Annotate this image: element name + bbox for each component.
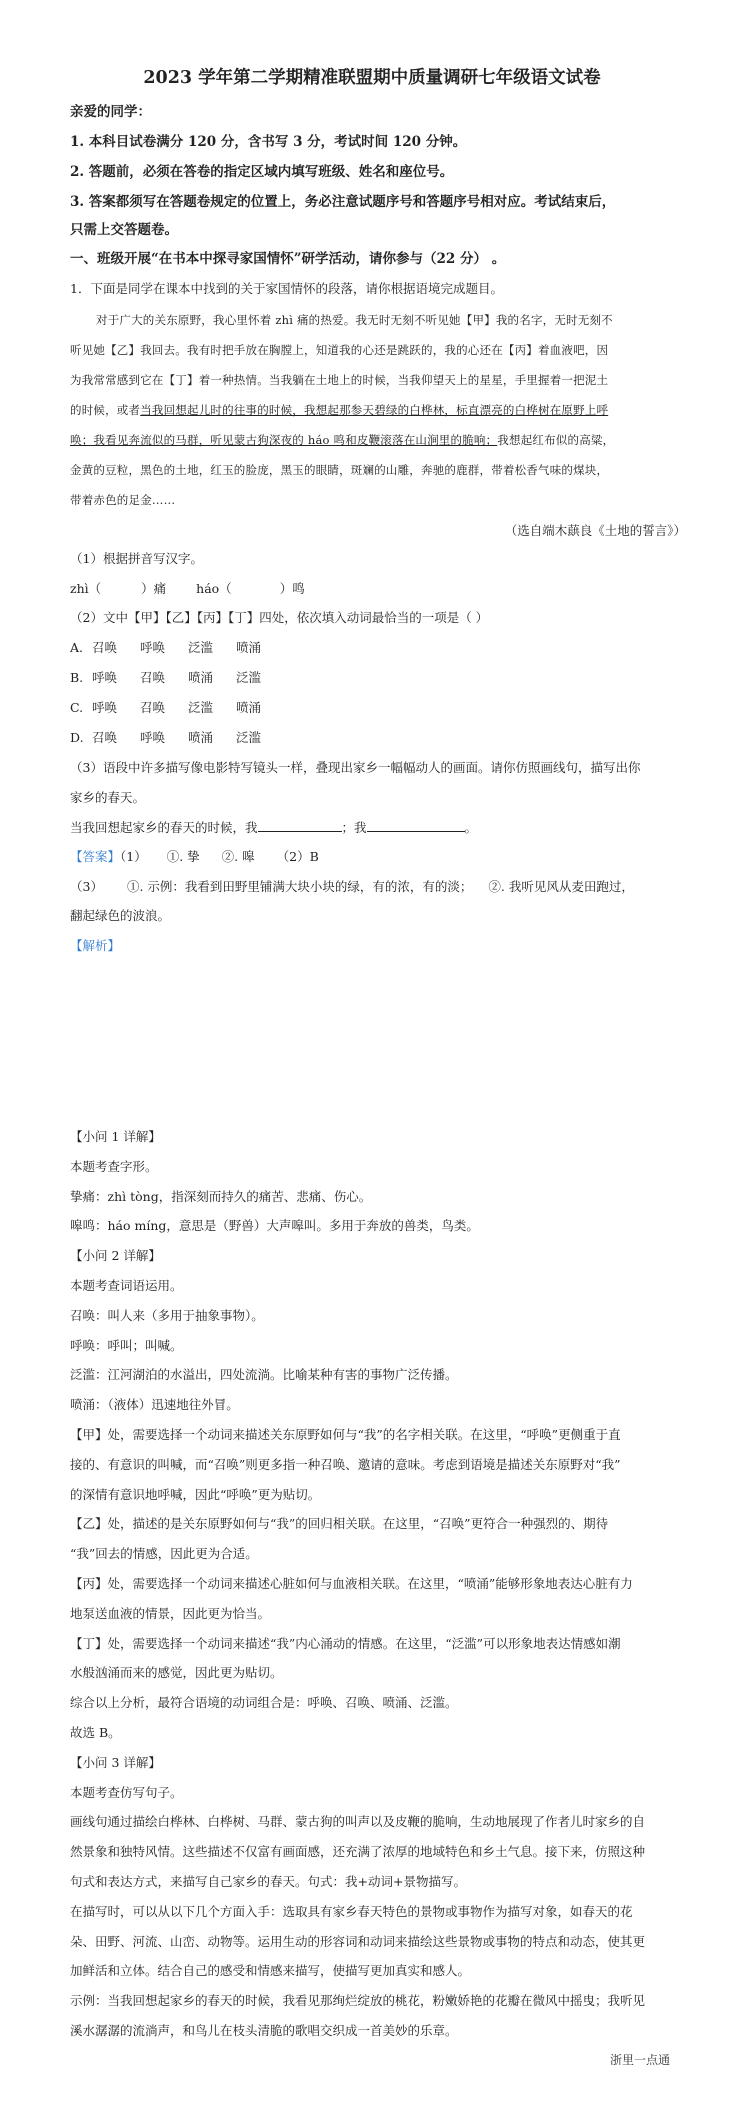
q1-2-prompt: （2）文中【甲】【乙】【丙】【丁】四处，依次填入动词最恰当的一项是（ ） bbox=[70, 610, 489, 625]
passage-line: 听见她【乙】我回去。我有时把手放在胸膛上，知道我的心还是跳跃的，我的心还在【丙】着血液吧，因 bbox=[70, 343, 609, 357]
passage-source: （选自端木蕻良《土地的誓言》） bbox=[504, 523, 686, 538]
analysis-line: 【丁】处，需要选择一个动词来描述“我”内心涌动的情感。在这里，“泛滥”可以形象地表达情感如潮 bbox=[70, 1636, 621, 1651]
analysis-line: 【丙】处，需要选择一个动词来描述心脏如何与血液相关联。在这里，“喷涌”能够形象地表达心脏有力 bbox=[70, 1576, 633, 1591]
analysis-line: 水般汹涌而来的感觉，因此更为贴切。 bbox=[70, 1665, 283, 1680]
analysis-line: 【甲】处，需要选择一个动词来描述关东原野如何与“我”的名字相关联。在这里，“呼唤”更侧重于直 bbox=[70, 1427, 621, 1442]
passage-line bbox=[70, 431, 686, 449]
answer-blank-1[interactable] bbox=[258, 818, 342, 832]
passage-text: 的时候，或者 bbox=[70, 403, 141, 417]
analysis-line: 【乙】处，描述的是关东原野如何与“我”的回归相关联。在这里，“召唤”更符合一种强烈的、期待 bbox=[70, 1516, 609, 1531]
analysis-line: 画线句通过描绘白桦林、白桦树、马群、蒙古狗的叫声以及皮鞭的脆响，生动地展现了作者儿时家乡的自 bbox=[70, 1814, 646, 1829]
option-a: A. 召唤 呼唤 泛滥 喷涌 bbox=[70, 640, 262, 655]
pinyin-item-2: háo（ bbox=[196, 581, 232, 596]
analysis-line: 呼唤：呼叫；叫喊。 bbox=[70, 1338, 183, 1353]
analysis-line: 嗥鸣：háo míng，意思是（野兽）大声嗥叫。多用于奔放的兽类，鸟类。 bbox=[70, 1218, 479, 1233]
analysis-line: “我”回去的情感，因此更为合适。 bbox=[70, 1546, 258, 1561]
answer-line-3: 翻起绿色的波浪。 bbox=[70, 908, 171, 923]
option-d: D. 召唤 呼唤 喷涌 泛滥 bbox=[70, 730, 262, 745]
analysis-line: 综合以上分析，最符合语境的动词组合是：呼唤、召唤、喷涌、泛滥。 bbox=[70, 1695, 458, 1710]
q1-3-prompt-cont: 家乡的春天。 bbox=[70, 790, 146, 805]
analysis-line: 在描写时，可以从以下几个方面入手：选取具有家乡春天特色的景物或事物作为描写对象，如春天的花 bbox=[70, 1904, 633, 1919]
page-title: 2023 学年第二学期精准联盟期中质量调研七年级语文试卷 bbox=[143, 68, 601, 88]
passage-line: 对于广大的关东原野，我心里怀着 zhì 痛的热爱。我无时无刻不听见她【甲】我的名字，无时无刻不 bbox=[96, 313, 613, 327]
q1-1-items bbox=[70, 580, 686, 598]
analysis-line: 溪水潺潺的流淌声，和鸟儿在枝头清脆的歌唱交织成一首美妙的乐章。 bbox=[70, 2023, 458, 2038]
footer-brand: 浙里一点通 bbox=[609, 2053, 670, 2067]
analysis-line: 接的、有意识的叫喊，而“召唤”则更多指一种召唤、邀请的意味。考虑到语境是描述关东原野对“我” bbox=[70, 1457, 621, 1472]
analysis-line: 泛滥：江河湖泊的水溢出，四处流淌。比喻某种有害的事物广泛传播。 bbox=[70, 1367, 458, 1382]
section-1-heading: 一、班级开展“在书本中探寻家国情怀”研学活动，请你参与（22 分） 。 bbox=[70, 251, 506, 267]
analysis-line: 的深情有意识地呼喊，因此“呼唤”更为贴切。 bbox=[70, 1487, 321, 1502]
analysis-line: 【小问 2 详解】 bbox=[70, 1248, 161, 1263]
note-3-cont: 只需上交答题卷。 bbox=[70, 222, 178, 238]
analysis-line: 本题考查字形。 bbox=[70, 1159, 158, 1174]
analysis-line: 加鲜活和立体。结合自己的感受和情感来描写，使描写更加真实和感人。 bbox=[70, 1963, 471, 1978]
passage-text: 我想起红布似的高粱， bbox=[497, 433, 615, 447]
analysis-line: 【小问 1 详解】 bbox=[70, 1129, 161, 1144]
underlined-sentence: 当我回想起儿时的往事的时候，我想起那参天碧绿的白桦林，标直漂亮的白桦树在原野上呼 bbox=[140, 403, 609, 417]
analysis-line: 句式和表达方式，来描写自己家乡的春天。句式：我+动词+景物描写。 bbox=[70, 1874, 466, 1889]
note-1: 1. 本科目试卷满分 120 分，含书写 3 分，考试时间 120 分钟。 bbox=[70, 134, 467, 150]
analysis-line: 召唤：叫人来（多用于抽象事物）。 bbox=[70, 1308, 264, 1323]
answer-label: 【答案】 bbox=[70, 849, 121, 864]
passage-line: 带着赤色的足金…… bbox=[70, 493, 176, 507]
pinyin-item-1: zhì（ bbox=[70, 581, 102, 596]
answer-line-1: 【答案】（1） ①. 挚 ②. 嗥 （2）B bbox=[70, 849, 319, 864]
q1-3-fill-line: 当我回想起家乡的春天的时候，我 ；我 。 bbox=[70, 820, 478, 835]
q1-3-prompt: （3）语段中许多描写像电影特写镜头一样，叠现出家乡一幅幅动人的画面。请你仿照画线句，描写出你 bbox=[70, 760, 641, 775]
answer-blank-2[interactable] bbox=[367, 818, 465, 832]
analysis-line: 【小问 3 详解】 bbox=[70, 1755, 161, 1770]
passage-line: 金黄的豆粒，黑色的土地，红玉的脸庞，黑玉的眼睛，斑斓的山雕，奔驰的鹿群，带着松香气味的煤块， bbox=[70, 463, 609, 477]
analysis-line: 朵、田野、河流、山峦、动物等。运用生动的形容词和动词来描绘这些景物或事物的特点和动态，使其更 bbox=[70, 1934, 646, 1949]
analysis-line: 本题考查仿写句子。 bbox=[70, 1785, 183, 1800]
analysis-line: 然景象和独特风情。这些描述不仅富有画面感，还充满了浓厚的地域特色和乡土气息。接下来，仿照这种 bbox=[70, 1844, 646, 1859]
analysis-line: 挚痛：zhì tòng，指深刻而持久的痛苦、悲痛、伤心。 bbox=[70, 1189, 372, 1204]
q1-1-prompt: （1）根据拼音写汉字。 bbox=[70, 551, 203, 566]
answer-line-2: （3） ①. 示例：我看到田野里铺满大块小块的绿，有的浓，有的淡； ②. 我听见风从麦田跑过， bbox=[70, 879, 634, 894]
note-2: 2. 答题前，必须在答卷的指定区域内填写班级、姓名和座位号。 bbox=[70, 164, 454, 180]
analysis-line: 喷涌：（液体）迅速地往外冒。 bbox=[70, 1397, 239, 1412]
analysis-line: 本题考查词语运用。 bbox=[70, 1278, 183, 1293]
passage-line bbox=[70, 401, 686, 419]
question-1-intro: 1．下面是同学在课本中找到的关于家国情怀的段落，请你根据语境完成题目。 bbox=[70, 281, 503, 296]
analysis-line: 故选 B。 bbox=[70, 1725, 121, 1740]
option-b: B. 呼唤 召唤 喷涌 泛滥 bbox=[70, 670, 262, 685]
greeting: 亲爱的同学： bbox=[70, 104, 151, 120]
pinyin-item-1-suffix: ）痛 bbox=[141, 581, 167, 596]
analysis-label: 【解析】 bbox=[70, 938, 121, 953]
option-c: C. 呼唤 召唤 泛滥 喷涌 bbox=[70, 700, 262, 715]
analysis-line: 地泵送血液的情景，因此更为恰当。 bbox=[70, 1606, 271, 1621]
note-3: 3. 答案都须写在答题卷规定的位置上，务必注意试题序号和答题序号相对应。考试结束后， bbox=[70, 194, 616, 210]
passage-line: 为我常常感到它在【丁】着一种热情。当我躺在土地上的时候，当我仰望天上的星星，手里握着一把泥土 bbox=[70, 373, 609, 387]
underlined-sentence: 唤；我看见奔流似的马群，听见蒙古狗深夜的 háo 鸣和皮鞭滚落在山涧里的脆响； bbox=[70, 433, 498, 447]
analysis-line: 示例：当我回想起家乡的春天的时候，我看见那绚烂绽放的桃花，粉嫩娇艳的花瓣在微风中摇曳；我听见 bbox=[70, 1993, 646, 2008]
pinyin-item-2-suffix: ）鸣 bbox=[279, 581, 305, 596]
